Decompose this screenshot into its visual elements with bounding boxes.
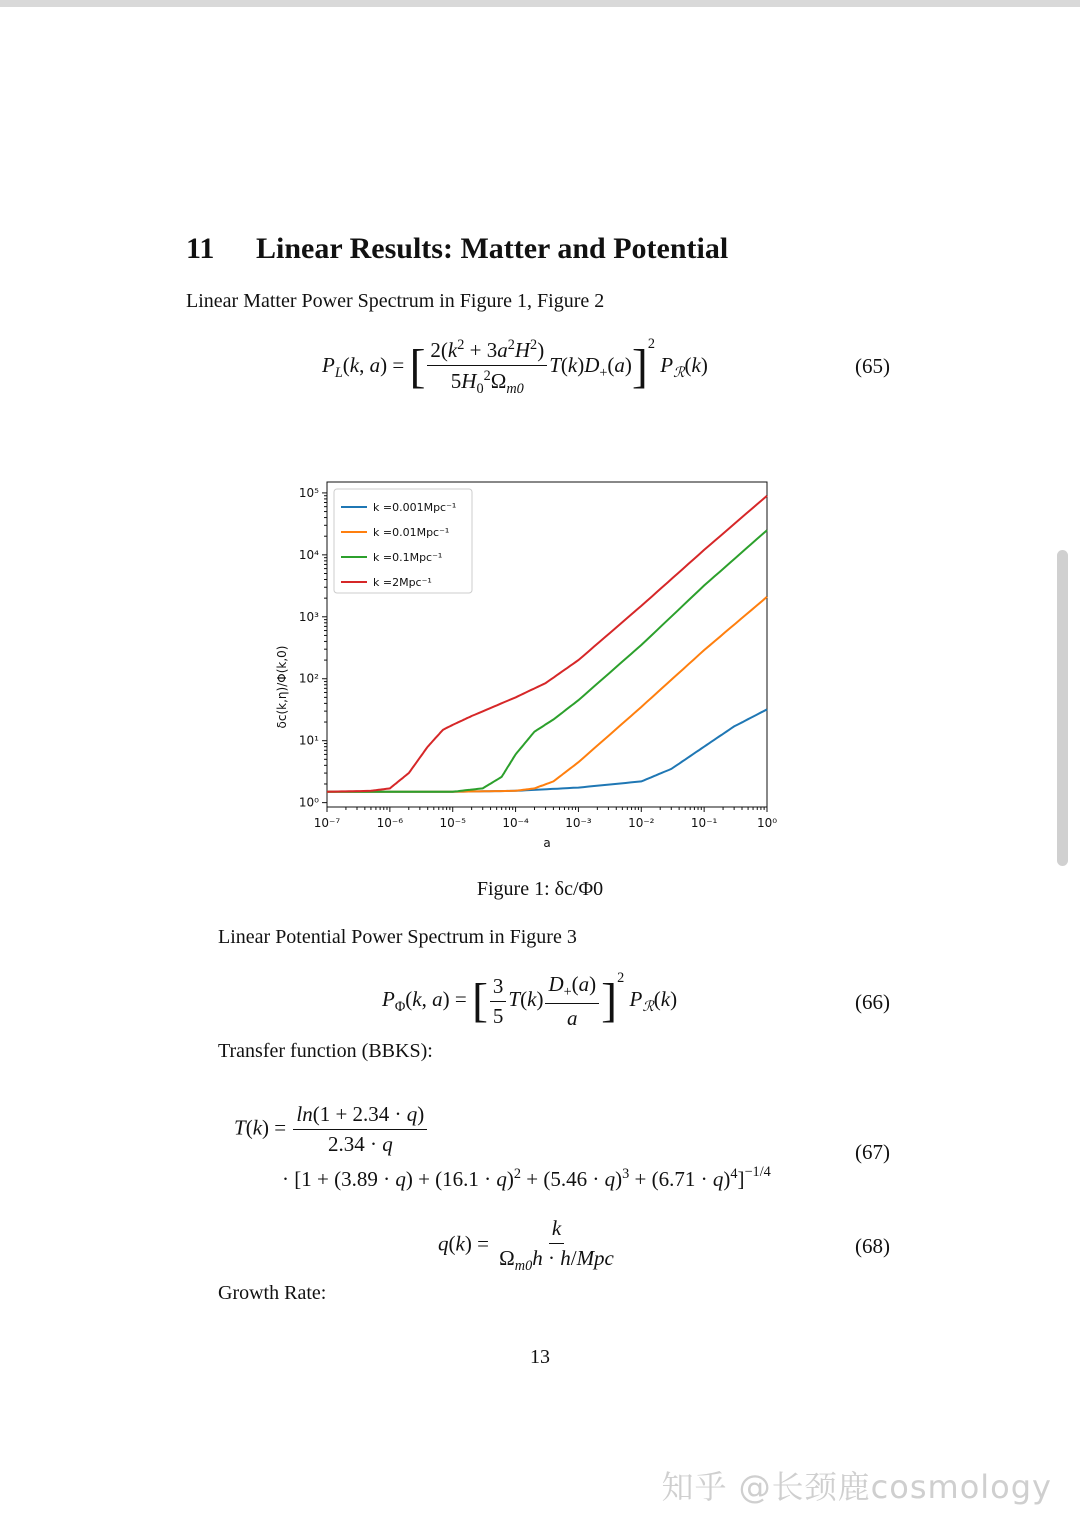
equation-number-65: (65)	[855, 354, 890, 378]
x-tick-label: 10⁻⁴	[502, 816, 529, 830]
paragraph-matter: Linear Matter Power Spectrum in Figure 1, Figure 2	[186, 290, 605, 312]
legend-label: k =0.1Mpc⁻¹	[373, 551, 443, 564]
y-tick-label: 10¹	[298, 733, 319, 748]
y-tick-label: 10³	[298, 609, 319, 624]
y-axis-label: δc(k,η)/Φ(k,0)	[275, 645, 289, 729]
x-tick-label: 10⁻³	[565, 816, 592, 830]
watermark: 知乎 @长颈鹿cosmology	[661, 1468, 1052, 1506]
equation-65: $P_L(k$, a) = [ $\frac{2(k^2 + 3a^2H^2)}{5H_0^2\Omega_{m0}}$ $T(k)D_+(a)]^2$ $P_ℛ(k)$	[322, 336, 708, 397]
y-tick-label: 10⁴	[298, 547, 319, 562]
equation-67-line2: · $[1 + (3.89 \cdot q) + (16.1 \cdot q)^2 + (5.46 \cdot q)^3 + (6.71 \cdot q)^4]^{-1/4}$	[282, 1164, 771, 1191]
section-number: 11	[186, 232, 215, 265]
paragraph-transfer: Transfer function (BBKS):	[218, 1040, 433, 1062]
page-number: 13	[530, 1346, 550, 1368]
top-bar	[0, 0, 1080, 7]
section-heading: Linear Results: Matter and Potential	[256, 232, 729, 265]
paragraph-growth: Growth Rate:	[218, 1282, 327, 1304]
y-axis-ticks	[299, 486, 327, 810]
x-tick-label: 10⁻¹	[690, 816, 718, 830]
x-tick-label: 10⁻⁶	[376, 816, 404, 830]
legend-label: k =0.001Mpc⁻¹	[373, 501, 457, 514]
x-tick-label: 10⁻⁷	[313, 816, 341, 830]
figure-caption: Figure 1: δc/Φ0	[476, 878, 604, 900]
paragraph-potential: Linear Potential Power Spectrum in Figure 3	[218, 926, 577, 948]
x-tick-label: 10⁰	[756, 816, 778, 830]
equation-number-67: (67)	[855, 1140, 890, 1164]
y-tick-label: 10⁰	[298, 795, 319, 810]
x-tick-label: 10⁻⁵	[439, 816, 466, 830]
section-title	[186, 232, 728, 266]
equation-number-68: (68)	[855, 1234, 890, 1258]
figure-1-chart	[260, 470, 800, 855]
legend	[334, 489, 472, 593]
y-tick-label: 10²	[298, 671, 319, 686]
scrollbar-thumb[interactable]	[1057, 550, 1068, 866]
equation-number-66: (66)	[855, 990, 890, 1014]
x-axis-ticks	[314, 807, 777, 830]
legend-label: k =0.01Mpc⁻¹	[373, 526, 450, 539]
x-axis-label: a	[543, 836, 551, 850]
x-tick-label: 10⁻²	[628, 816, 655, 830]
legend-label: k =2Mpc⁻¹	[373, 576, 432, 589]
equation-66: $P_\Phi(k$, a) = [ $\frac{3}{5}$ T(k) $\frac{D_+(a)}{a}$ ]$^2$ $P_ℛ(k)$	[382, 970, 678, 1030]
y-tick-label: 10⁵	[298, 485, 319, 500]
equation-67-line1: T(k) = $\frac{\ln(1 + 2.34 \cdot q)}{2.34 \cdot q}$	[234, 1102, 429, 1157]
equation-68: q(k) = $\frac{k}{\Omega_{m0}h \cdot h/Mpc}$	[438, 1216, 614, 1275]
